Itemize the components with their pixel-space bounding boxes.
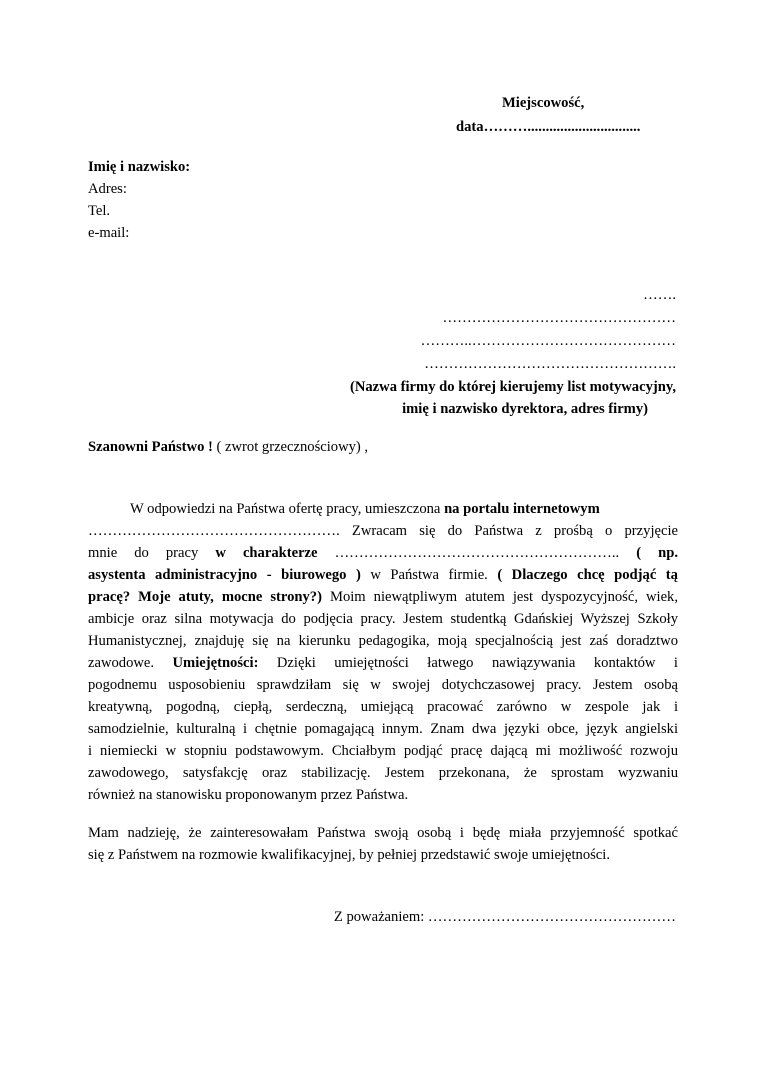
signature-line: Z poważaniem: …………………………………………… — [333, 909, 676, 925]
closing-line-1: Mam nadzieję, że zainteresowałam Państwa swoją osobą i będę miała przyjemność spotkać — [88, 825, 678, 841]
recipient-dots-4: ……………………………………………. — [424, 356, 676, 372]
date-label: data………............................... — [456, 119, 641, 135]
sender-name-label: Imię i nazwisko: — [88, 159, 191, 175]
body-bold: pracę? Moje atuty, mocne strony?) — [88, 589, 322, 605]
body-line-14: również na stanowisku proponowanym przez Państwa. — [88, 787, 409, 803]
body-line-2: ……………………………………………. Zwracam się do Państwa z prośbą o przyjęcie — [88, 523, 678, 539]
salutation — [88, 438, 368, 456]
body-line-8 — [88, 654, 678, 672]
body-bold: na portalu internetowym — [444, 501, 600, 517]
body-line-4 — [88, 566, 678, 584]
recipient-note-line2: imię i nazwisko dyrektora, adres firmy) — [402, 401, 648, 417]
body-text: Moim niewątpliwym atutem jest dyspozycyjność, wiek, — [321, 589, 678, 605]
body-text: w Państwa firmie. — [360, 567, 498, 583]
body-line-10: kreatywną, pogodną, ciepłą, serdeczną, umiejącą pracować zarówno w zespole jak i — [88, 699, 678, 715]
body-text: ………………………………………………….. — [317, 545, 637, 561]
sender-address-label: Adres: — [88, 181, 127, 197]
body-bold: ( Dlaczego chcę podjąć tą — [497, 567, 678, 583]
sender-phone-label: Tel. — [88, 203, 111, 219]
body-line-3 — [88, 544, 678, 562]
salutation-bold: Szanowni Państwo ! — [88, 439, 213, 455]
body-line-11: samodzielnie, kulturalną i chętnie pomagającą innym. Znam dwa języki obce, język angielski — [88, 721, 678, 737]
body-bold: asystenta administracyjno - biurowego ) — [88, 567, 361, 583]
recipient-dots-2: ………………………………………… — [442, 310, 676, 326]
body-bold: Umiejętności: — [172, 655, 259, 671]
recipient-dots-1: ……. — [643, 287, 676, 303]
salutation-rest: ( zwrot grzecznościowy) , — [212, 439, 369, 455]
body-text: mnie do pracy — [88, 545, 216, 561]
closing-line-2: się z Państwem na rozmowie kwalifikacyjnej, by pełniej przedstawić swoje umiejętności. — [88, 847, 610, 863]
body-line-7: Humanistycznej, znajduję się na kierunku pedagogika, moją specjalnością jest zaś doradztwo — [88, 633, 678, 649]
body-line-13: zawodowego, satysfakcję oraz stabilizację. Jestem przekonana, że sprostam wyzwaniu — [88, 765, 678, 781]
body-line-6: ambicje oraz silna motywacja do podjęcia pracy. Jestem studentką Gdańskiej Wyższej Szkoły — [88, 611, 678, 627]
recipient-dots-3: ………..…………………………………… — [420, 333, 676, 349]
body-text: W odpowiedzi na Państwa ofertę pracy, umieszczona — [130, 501, 445, 517]
place-label: Miejscowość, — [502, 95, 585, 111]
sender-email-label: e-mail: — [88, 225, 130, 241]
body-line-12: i niemiecki w stopniu podstawowym. Chciałbym podjąć pracę dającą mi możliwość rozwoju — [88, 743, 678, 759]
body-bold: ( np. — [636, 545, 678, 561]
body-text: Dzięki umiejętności łatwego nawiązywania kontaktów i — [258, 655, 678, 671]
body-text: zawodowe. — [88, 655, 173, 671]
recipient-note-line1: (Nazwa firmy do której kierujemy list motywacyjny, — [349, 379, 676, 395]
body-line-5 — [88, 588, 678, 606]
body-line-1 — [130, 500, 600, 518]
body-line-9: pogodnemu usposobieniu sprawdziłam się w swojej dotychczasowej pracy. Jestem osobą — [88, 677, 678, 693]
body-bold: w charakterze — [215, 545, 318, 561]
